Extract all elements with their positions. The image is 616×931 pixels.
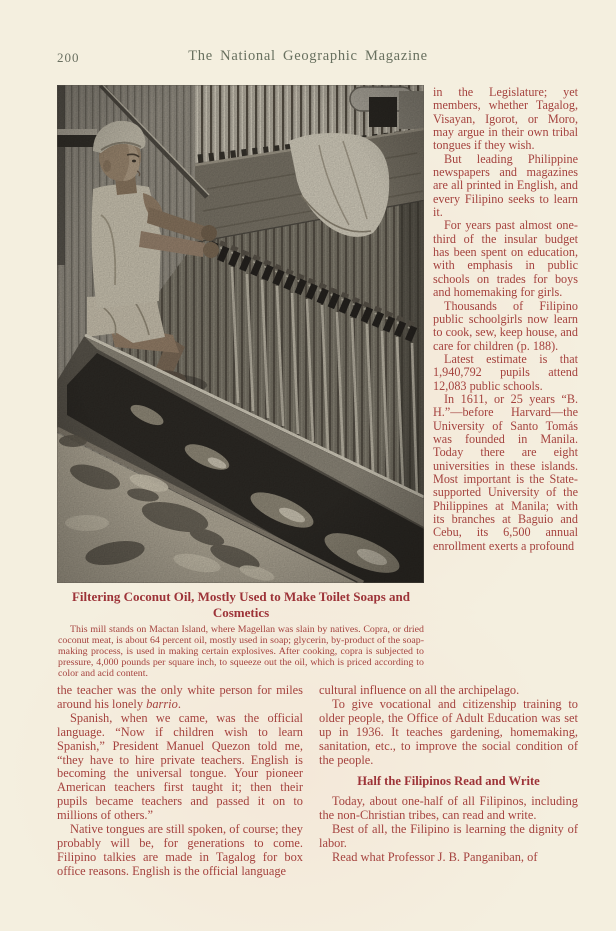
paragraph-text: . [177, 696, 181, 711]
photo-coconut-oil-press [57, 85, 424, 583]
paragraph: Thousands of Filipino public schoolgirls now learn to cook, sew, keep house, and care for children (p. 188). [433, 298, 578, 353]
paragraph: Read what Professor J. B. Panganiban, of [332, 850, 538, 865]
paragraph: cultural influence on all the archipelago. [319, 683, 520, 697]
photo-illustration [57, 85, 424, 583]
paragraph: Today, about one-half of all Filipinos, including the non-Christian tribes, can read and write. [319, 794, 578, 823]
photo-caption [57, 589, 425, 679]
section-heading: Half the Filipinos Read and Write [357, 774, 540, 789]
paragraph: Spanish, when we came, was the official language. “Now if children wish to learn Spanish,” President Manuel Quezon told me, “they have to hire private teachers. English is becoming the universal tongue. Your pioneer American teachers first taught it; then their pupils became teachers and passed it on to millions of others.” [57, 710, 303, 823]
paragraph: Best of all, the Filipino is learning the dignity of labor. [319, 822, 578, 851]
page-number: 200 [57, 50, 80, 65]
bottom-right-column [319, 684, 578, 879]
paragraph: For years past almost one-third of the insular budget has been spent on education, with emphasis in public schools on trades for boys and homemaking for girls. [433, 218, 578, 300]
caption-body: This mill stands on Mactan Island, where Magellan was slain by natives. Copra, or dried coconut meat, is about 64 percent oil, mostly used in soap; glycerin, by-product of the soap-making process, is used in making certain explosives. After cooking, copra is subjected to pressure, 4,000 pounds per square inch, to squeeze out the oil, which is priced according to color and acid content. [58, 624, 424, 679]
italic-word: barrio [146, 696, 178, 711]
paragraph: Native tongues are still spoken, of course; they probably will be, for generations to come. Filipino talkies are made in Tagalog for box office reasons. English is the official language [57, 822, 303, 878]
paragraph: To give vocational and citizenship training to older people, the Office of Adult Education was set up in 1936. It teaches gardening, homemaking, sanitation, etc., to improve the social condition of the people. [319, 696, 578, 767]
right-narrow-column [433, 86, 578, 553]
paragraph: Latest estimate is that 1,940,792 pupils attend 12,083 public schools. [433, 351, 578, 393]
paragraph: But leading Philippine newspapers and magazines are all printed in English, and every Filipino seeks to learn it. [433, 151, 578, 220]
paragraph [57, 684, 303, 712]
caption-title: Filtering Coconut Oil, Mostly Used to Make Toilet Soaps and Cosmetics [71, 589, 411, 620]
paragraph: In 1611, or 25 years “B. H.”—before Harvard—the University of Santo Tomás was founded in Manila. Today there are eight universities in these islands. Most important is the State-supported University of the Philippines at Manila; with its branches at Baguio and Cebu, its 6,500 annual enrollment exerts a profound [433, 391, 578, 553]
bottom-left-column [57, 684, 303, 879]
paragraph-text: the teacher was the only white person for miles around his lonely [57, 683, 303, 711]
running-head: The National Geographic Magazine [188, 48, 428, 64]
bottom-columns [57, 684, 578, 879]
paragraph: in the Legislature; yet members, whether Tagalog, Visayan, Igorot, or Moro, may argue in their own tribal tongues if they wish. [433, 85, 578, 153]
